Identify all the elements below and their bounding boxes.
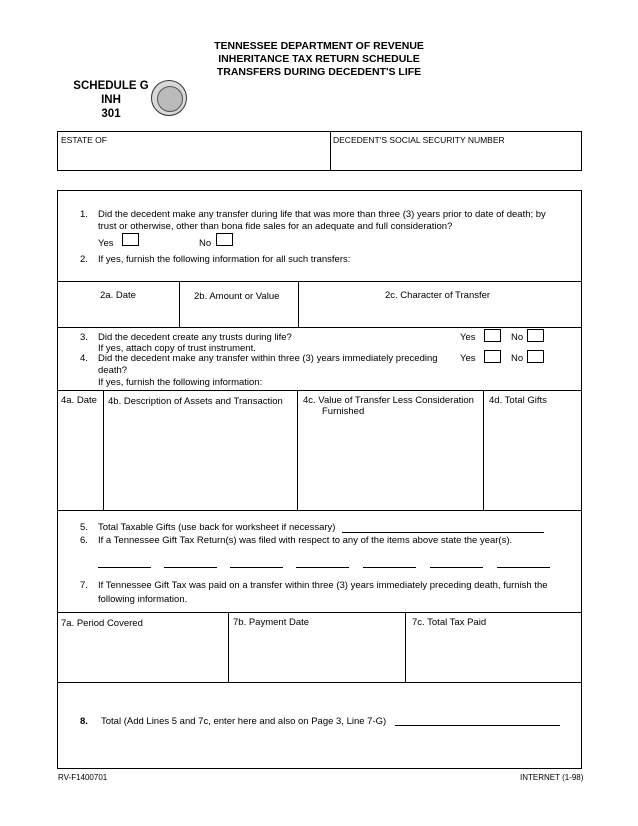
q1-number: 1.	[80, 209, 88, 220]
q1-no-checkbox[interactable]	[216, 233, 233, 246]
q6-year-field-7[interactable]	[497, 567, 550, 568]
q2-text: If yes, furnish the following information for all such transfers:	[98, 254, 351, 265]
q3-yes-label: Yes	[460, 332, 476, 343]
table2-date-cell[interactable]	[58, 304, 178, 326]
table7-tax-paid-cell[interactable]	[406, 632, 581, 681]
q5-total-field[interactable]	[342, 532, 544, 533]
state-seal-icon	[151, 80, 187, 116]
estate-of-field[interactable]	[58, 146, 328, 170]
q4-text-1: Did the decedent make any transfer within three (3) years immediately preceding	[98, 353, 438, 364]
q3-number: 3.	[80, 332, 88, 343]
table4-date-cell[interactable]	[58, 420, 102, 509]
internet-version: INTERNET (1-98)	[520, 773, 584, 782]
table4-total-gifts-cell[interactable]	[484, 420, 581, 509]
q6-text: If a Tennessee Gift Tax Return(s) was filed with respect to any of the items above state the year(s).	[98, 535, 513, 546]
table4-col-date: 4a. Date	[61, 395, 97, 406]
q8-text: Total (Add Lines 5 and 7c, enter here and also on Page 3, Line 7-G)	[101, 716, 387, 727]
schedule-label: SCHEDULE G	[73, 80, 149, 92]
q1-text-1: Did the decedent make any transfer during life that was more than three (3) years prior to date of death; by	[98, 209, 546, 220]
table7-col-period: 7a. Period Covered	[61, 618, 143, 629]
table7-payment-date-cell[interactable]	[229, 632, 404, 681]
table7-period-cell[interactable]	[58, 632, 227, 681]
schedule-number: 301	[101, 108, 121, 120]
ssn-label: DECEDENT'S SOCIAL SECURITY NUMBER	[333, 135, 505, 145]
table4-col-total-gifts: 4d. Total Gifts	[489, 395, 547, 406]
form-title-2: INHERITANCE TAX RETURN SCHEDULE	[218, 53, 420, 65]
q6-year-field-2[interactable]	[164, 567, 217, 568]
table4-col-value-1: 4c. Value of Transfer Less Consideration	[303, 395, 474, 406]
q4-text-2: death?	[98, 365, 128, 376]
form-number: RV-F1400701	[58, 773, 108, 782]
q5-number: 5.	[80, 522, 88, 533]
q1-text-2: trust or otherwise, other than bona fide sales for an adequate and full consideration?	[98, 221, 453, 232]
q6-year-field-6[interactable]	[430, 567, 483, 568]
q1-no-label: No	[199, 238, 212, 249]
q4-no-label: No	[511, 353, 524, 364]
q3-yes-checkbox[interactable]	[484, 329, 501, 342]
q4-text-3: If yes, furnish the following information:	[98, 377, 263, 388]
q8-total-field[interactable]	[395, 725, 560, 726]
q6-year-field-4[interactable]	[296, 567, 349, 568]
q2-number: 2.	[80, 254, 88, 265]
form-title-1: TENNESSEE DEPARTMENT OF REVENUE	[214, 40, 424, 52]
q4-yes-checkbox[interactable]	[484, 350, 501, 363]
q3-no-checkbox[interactable]	[527, 329, 544, 342]
q7-number: 7.	[80, 580, 88, 591]
ssn-field[interactable]	[332, 146, 580, 170]
table4-description-cell[interactable]	[104, 420, 296, 509]
estate-of-label: ESTATE OF	[61, 135, 107, 145]
table2-character-cell[interactable]	[299, 304, 581, 326]
q3-text-1: Did the decedent create any trusts during life?	[98, 332, 292, 343]
q3-text-2: If yes, attach copy of trust instrument.	[98, 343, 256, 354]
q6-year-field-3[interactable]	[230, 567, 283, 568]
table7-col-payment-date: 7b. Payment Date	[233, 617, 310, 628]
q4-number: 4.	[80, 353, 88, 364]
table4-col-value-2: Furnished	[322, 406, 365, 417]
table2-col-character: 2c. Character of Transfer	[385, 290, 491, 301]
q8-number: 8.	[80, 716, 88, 727]
table7-col-tax-paid: 7c. Total Tax Paid	[412, 617, 487, 628]
schedule-inh: INH	[101, 94, 121, 106]
q4-no-checkbox[interactable]	[527, 350, 544, 363]
q6-number: 6.	[80, 535, 88, 546]
q6-year-field-5[interactable]	[363, 567, 416, 568]
q6-year-field-1[interactable]	[98, 567, 151, 568]
form-title-3: TRANSFERS DURING DECEDENT'S LIFE	[216, 66, 422, 78]
q7-text-2: following information.	[98, 594, 188, 605]
table2-col-date: 2a. Date	[100, 290, 136, 301]
q1-yes-checkbox[interactable]	[122, 233, 139, 246]
table4-col-description: 4b. Description of Assets and Transaction	[108, 396, 283, 407]
q3-no-label: No	[511, 332, 524, 343]
table2-amount-cell[interactable]	[180, 304, 297, 326]
q1-yes-label: Yes	[98, 238, 114, 249]
table2-col-amount: 2b. Amount or Value	[194, 291, 280, 302]
q7-text-1: If Tennessee Gift Tax was paid on a transfer within three (3) years immediately preceding death, furnish the	[98, 580, 548, 591]
q4-yes-label: Yes	[460, 353, 476, 364]
table4-value-cell[interactable]	[298, 420, 482, 509]
q5-text: Total Taxable Gifts (use back for worksheet if necessary)	[98, 522, 336, 533]
